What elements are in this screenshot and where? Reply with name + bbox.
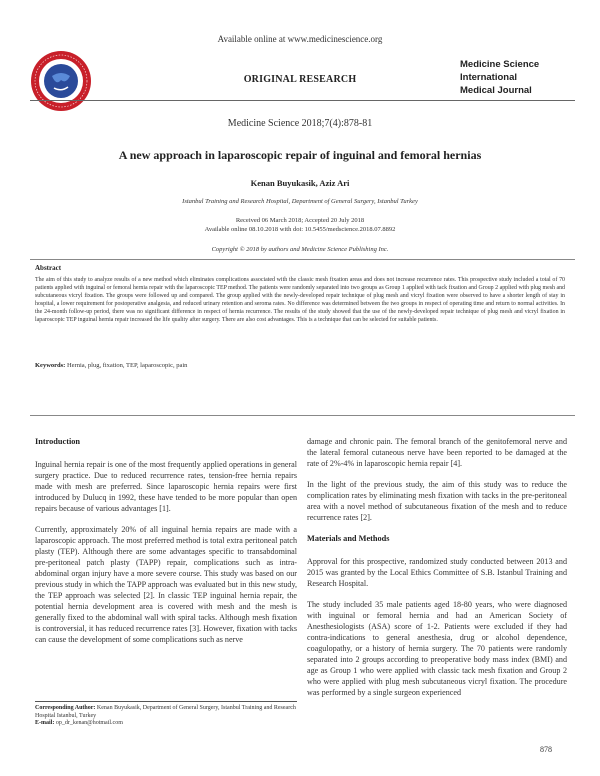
article-type: ORIGINAL RESEARCH bbox=[243, 74, 357, 85]
header-divider bbox=[30, 100, 575, 101]
introduction-heading: Introduction bbox=[35, 437, 81, 446]
methods-paragraph-2: The study included 35 male patients aged 18-80 years, who were diagnosed with inguinal or femoral hernia and had an American Society of Anesthesiologists (ASA) score of 1-2. Patients were excluded if they had contra-indications to general anesthesia, drug or alcohol dependence, coagulopathy, or a history of hernia surgery. The 70 patients were randomly separated into 2 groups according to preoperative body mass index (BMI) and age as Group 1 who were applied with classic tack mesh fixation and Group 2 who were applied with plug mesh subcutaneous vicryl fixation. The procedure was performed by a single surgeon experienced bbox=[307, 600, 567, 697]
keywords-label: Keywords: bbox=[35, 362, 66, 369]
abstract-text: The aim of this study to analyze results of a new method which eliminates complications associated with the classic mesh fixation areas and does not increase recurrence rates. This prospective study included a total of 70 patients applied with inguinal or femoral hernia repair with the laparoscopic TEP method. The patients were randomly separated into two groups as Group 1 applied with tack fixation and Group 2 applied with plug mesh and subcutaneous vicryl fixation. The groups were followed up and compared. The group applied with the newly-developed repair technique of plug mesh and vicryl fixation were observed to have a shorter length of stay in hospital, a lower requirement for postoperative analgesia, and reduced urinary retention and seroma rates. No difference was determined between the two groups in respect of operating time and return to normal activities. In the 24-month follow-up period, there was no significant difference in respect of hernia recurrence. The results of the study showed that the use of the newly-developed repair technique of plug mesh and vicryl fixation in laparoscopic TEP inguinal hernia repair increased the life quality after surgery. There are also cost advantages. This is a technique that can be selected for suitable patients. bbox=[35, 277, 565, 324]
journal-name-line-1: Medicine Science bbox=[460, 59, 540, 70]
keywords-list: Hernia, plug, fixation, TEP, laparoscopic, pain bbox=[66, 362, 188, 369]
intro-paragraph-3: damage and chronic pain. The femoral branch of the genitofemoral nerve and the lateral femoral cutaneous nerve have been reported to be damaged at the rate of 2%-4% in laparoscopic hernia repair [4]. bbox=[307, 437, 567, 468]
journal-name bbox=[460, 58, 580, 97]
available-online: Available online at www.medicinescience.org bbox=[217, 34, 383, 44]
journal-name-line-3: Medical Journal bbox=[460, 85, 532, 96]
abstract-heading: Abstract bbox=[35, 264, 62, 272]
received-date: Received 06 March 2018; Accepted 20 July 2018 bbox=[235, 217, 365, 224]
article-title: A new approach in laparoscopic repair of inguinal and femoral hernias bbox=[118, 148, 482, 162]
email-link[interactable]: op_dr_kenan@hotmail.com bbox=[55, 720, 123, 726]
intro-paragraph-2: Currently, approximately 20% of all inguinal hernia repairs are made with a laparoscopic approach. The most preferred method is total extra peritoneal patch plasty (TEP). Although there are some advantages specific to transabdominal pre-peritoneal patch plasty (TAPP) repair, complications such as intra-abdominal organ injury have a more severe course. This study was based on our previous study in which the TAPP approach was evaluated but in this new study, the TEP approach was selected [2]. In classic TEP inguinal hernia repair, the potential hernia development area is covered with mesh and the mesh is generally fixed to the abdominal wall with spiral tacks. Although mesh fixation is controversial, it has reduced recurrence rates [3]. However, fixation with tacks can cause the development of some complications such as nerve bbox=[35, 525, 297, 644]
methods-heading: Materials and Methods bbox=[307, 534, 390, 543]
abstract-divider bbox=[30, 259, 575, 260]
citation: Medicine Science 2018;7(4):878-81 bbox=[227, 118, 373, 129]
journal-name-line-2: International bbox=[460, 72, 518, 83]
doi-line: Available online 08.10.2018 with doi: 10.5455/medscience.2018.07.8892 bbox=[204, 226, 396, 233]
column-right bbox=[307, 436, 567, 708]
authors: Kenan Buyukasik, Aziz Ari bbox=[250, 178, 350, 188]
intro-paragraph-4: In the light of the previous study, the aim of this study was to reduce the complication rates by eliminating mesh fixation with tacks in the pre-peritoneal area with a novel method of subcutaneous fixation of the mesh and to reduce recurrence rates [2]. bbox=[307, 480, 567, 522]
corr-label: Corresponding Author: bbox=[35, 705, 96, 711]
page-number: 878 bbox=[540, 745, 552, 754]
methods-paragraph-1: Approval for this prospective, randomized study conducted between 2013 and 2015 was granted by the Local Ethics Committee of S.B. Istanbul Training and Research Hospital. bbox=[307, 557, 567, 588]
email-label: E-mail: bbox=[35, 720, 55, 726]
corr-text: Kenan Buyukasik, Department of General Surgery, Istanbul Training and Research Hospital Istanbul, Turkey bbox=[35, 705, 296, 719]
affiliation: Istanbul Training and Research Hospital, Department of General Surgery, Istanbul Turkey bbox=[182, 198, 418, 205]
corresponding-author bbox=[35, 705, 297, 728]
footnote-divider bbox=[35, 701, 297, 702]
intro-paragraph-1: Inguinal hernia repair is one of the most frequently applied operations in general surgery practice. Due to reduced recurrence rates, tension-free hernia repairs made with mesh are preferred. Since laparoscopic hernia repairs were first introduced by Dulucq in 1992, these have tended to be more popular than open repairs because of various advantages [1]. bbox=[35, 460, 297, 513]
column-left bbox=[35, 436, 297, 655]
copyright: Copyright © 2018 by authors and Medicine Science Publishing Inc. bbox=[211, 246, 389, 253]
body-divider bbox=[30, 415, 575, 416]
keywords bbox=[35, 362, 565, 369]
dates bbox=[0, 216, 600, 234]
